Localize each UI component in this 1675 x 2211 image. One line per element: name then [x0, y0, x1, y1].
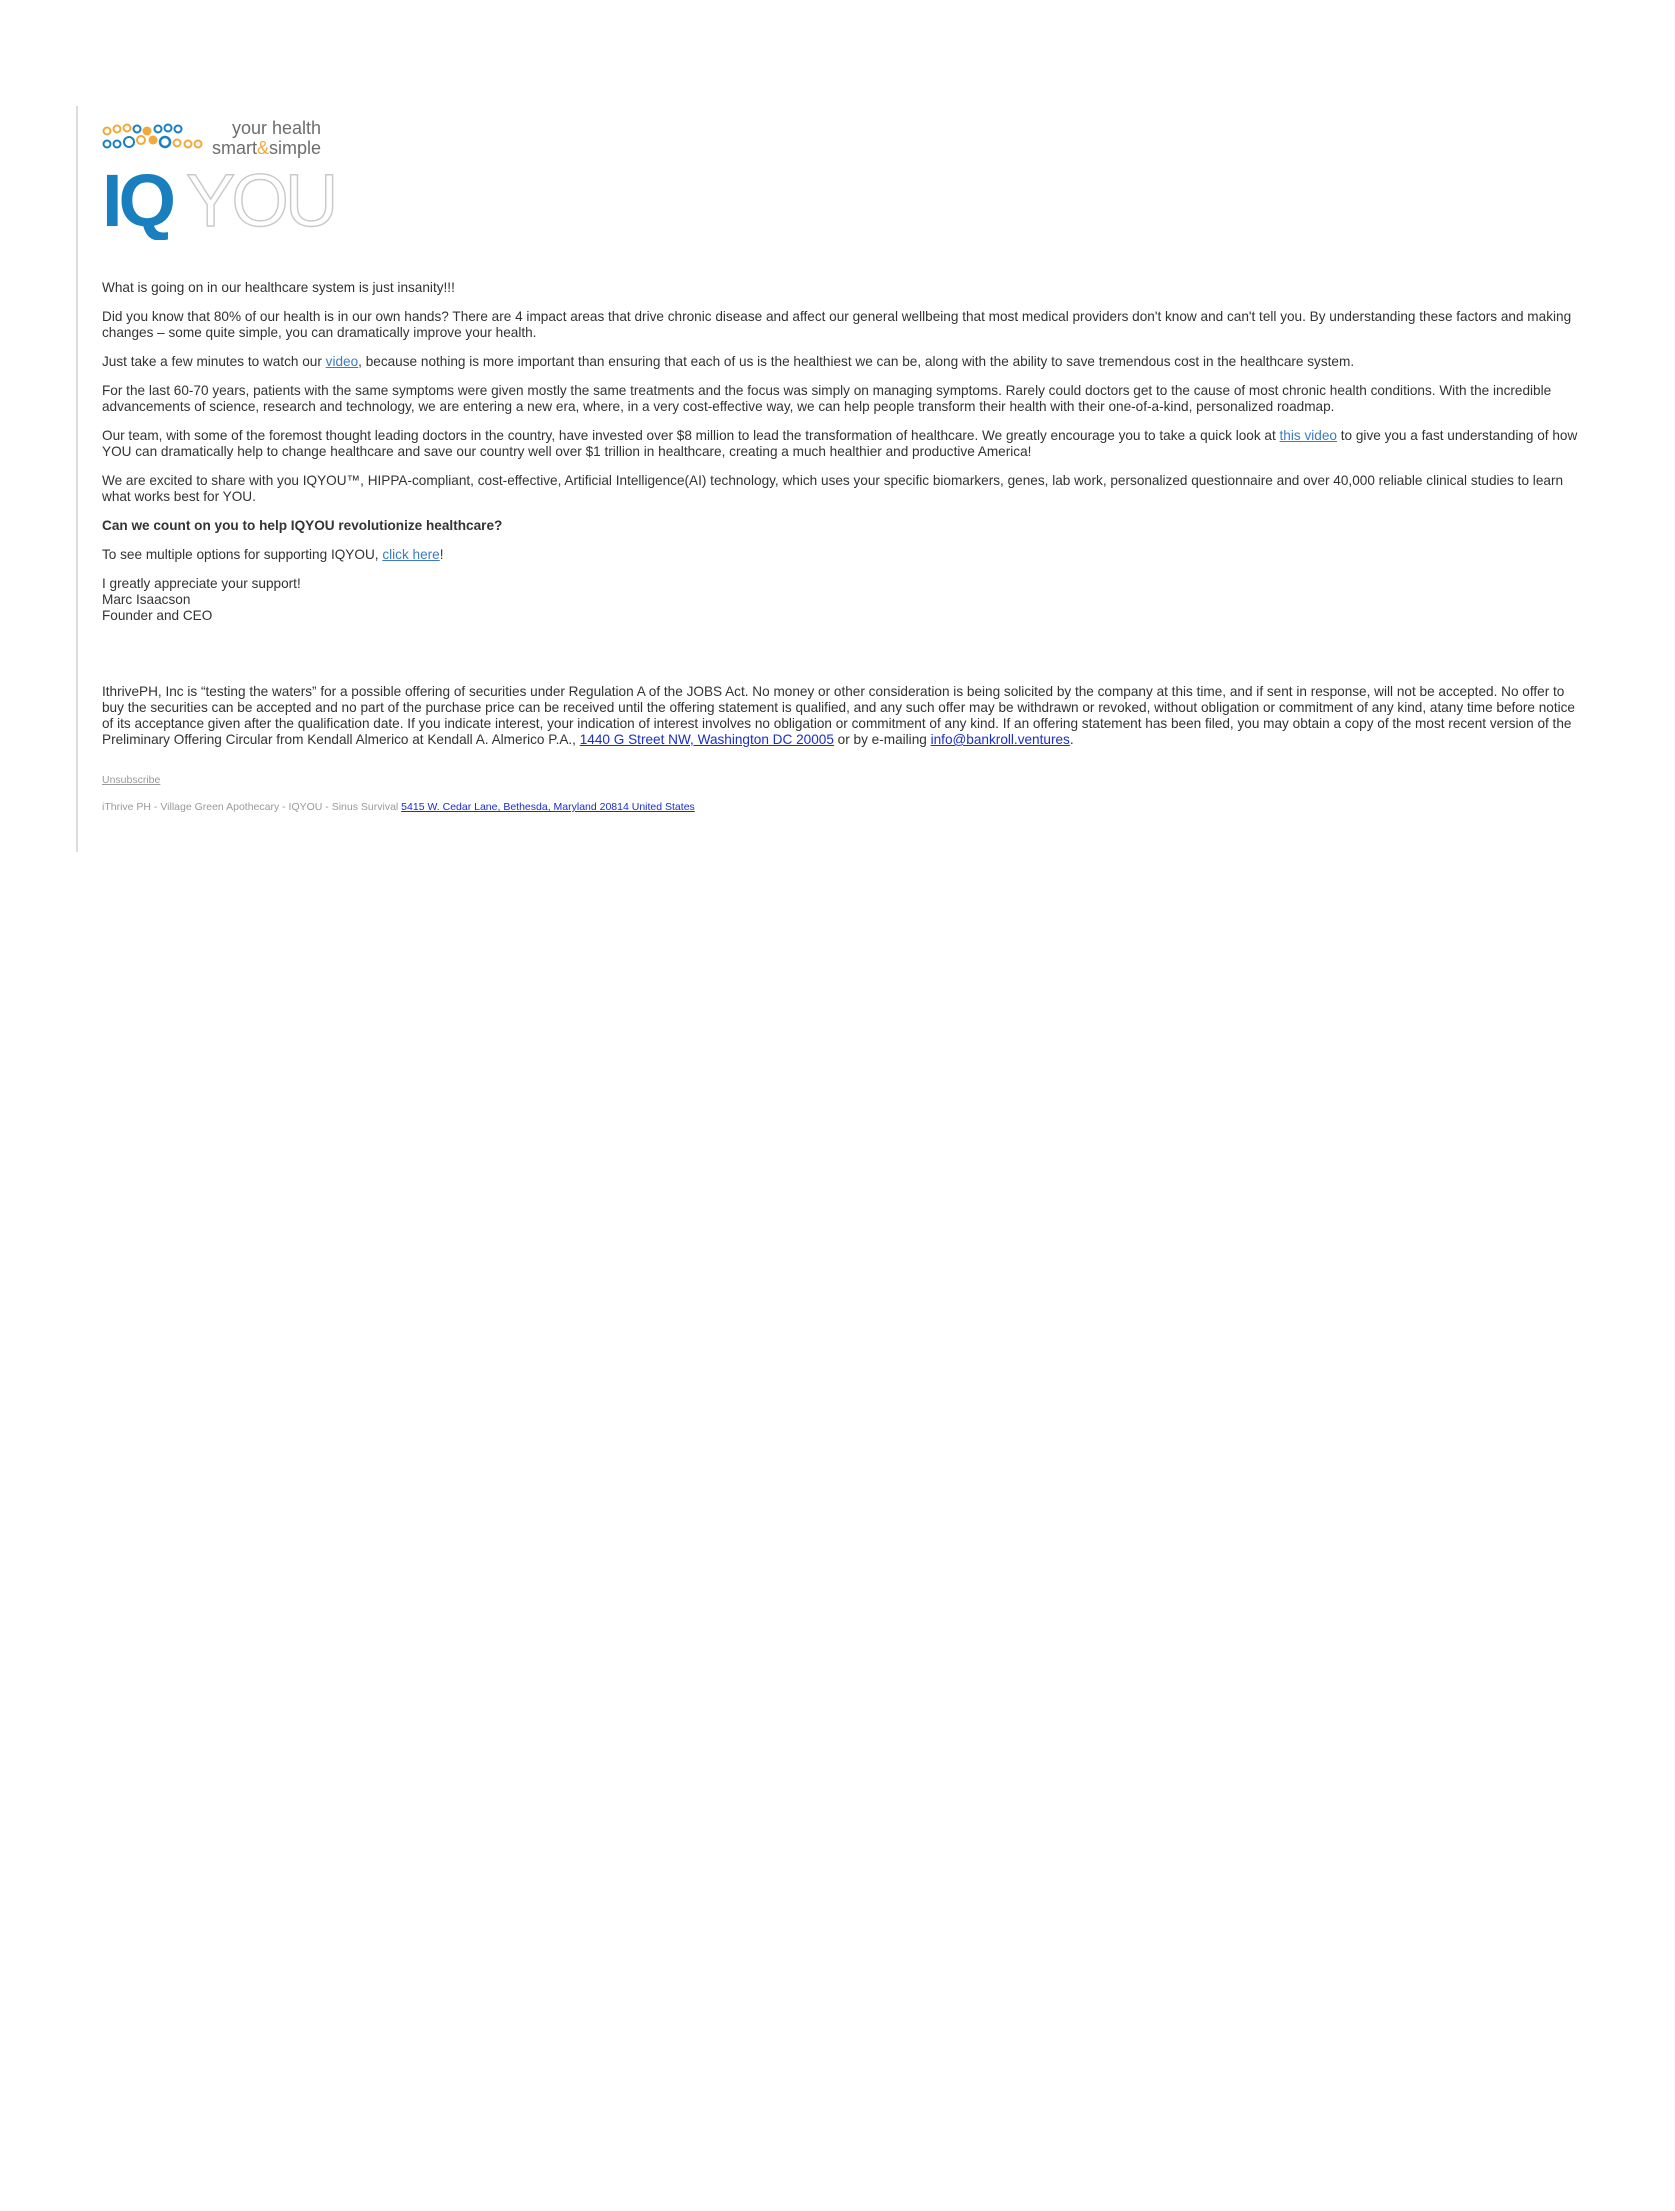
this-video-link[interactable]: this video: [1279, 428, 1337, 443]
paragraph-technology: We are excited to share with you IQYOU™, HIPPA-compliant, cost-effective, Artificial Intelligence(AI) technology, which uses your specific biomarkers, genes, lab work, personalized questionnaire and over 40,000 reliable clinical studies to learn what works best for YOU.: [102, 473, 1564, 504]
iqyou-logo-graphic: [102, 116, 338, 240]
email-link[interactable]: info@bankroll.ventures: [930, 732, 1070, 747]
video-link[interactable]: video: [325, 354, 359, 369]
unsubscribe-link[interactable]: Unsubscribe: [102, 774, 161, 786]
message-body: [102, 280, 1582, 624]
sender-line: [102, 801, 1582, 814]
signature-thanks: I greatly appreciate your support!: [102, 576, 301, 591]
paragraph-health: Did you know that 80% of our health is in our own hands? There are 4 impact areas that drive chronic disease and affect our general wellbeing that most medical providers don't know and can't tell you. By understanding these factors and making changes – some quite simple, you can dramatically improve your health.: [102, 309, 1572, 340]
dots-icon: [104, 125, 202, 148]
signature-name: Marc Isaacson: [102, 592, 191, 607]
logo-tagline-line2: smart&simple: [212, 138, 322, 158]
paragraph-intro: What is going on in our healthcare system is just insanity!!!: [102, 280, 455, 295]
email-content: [102, 116, 1582, 814]
legal-disclaimer: IthrivePH, Inc is “testing the waters” for a possible offering of securities under Regulation A of the JOBS Act. No money or other consideration is being solicited by the company at this time, and if sent in response, will not be accepted. No offer to buy the securities can be accepted and no part of the purchase price can be received until the offering statement is qualified, and any such offer may be withdrawn or revoked, without obligation or commitment of any kind, atany time before notice of its acceptance given after the qualification date. If you indicate interest, your indication of interest involves no obligation or commitment of any kind. If an offering statement has been filed, you may obtain a copy of the most recent version of the Preliminary Offering Circular from Kendall Almerico at Kendall A. Almerico P.A., 1440 G Street NW, Washington DC 20005 or by e-mailing info@bankroll.ventures.: [102, 684, 1575, 747]
address-link[interactable]: 1440 G Street NW, Washington DC 20005: [579, 732, 834, 747]
paragraph-video: Just take a few minutes to watch our video, because nothing is more important than ensuring that each of us is the healthiest we can be, along with the ability to save tremendous cost in the healthcare system.: [102, 354, 1355, 369]
email-footer: [102, 774, 1582, 814]
paragraph-support: To see multiple options for supporting IQYOU, click here!: [102, 547, 444, 562]
email-frame: [76, 106, 1598, 852]
logo-wordmark-you: YOU: [186, 159, 335, 240]
sender-name: iThrive PH - Village Green Apothecary - IQYOU - Sinus Survival: [102, 801, 402, 813]
signature-title: Founder and CEO: [102, 608, 213, 623]
iqyou-logo: [102, 116, 338, 240]
paragraph-call-to-action: Can we count on you to help IQYOU revolutionize healthcare?: [102, 518, 503, 533]
sender-address-link[interactable]: 5415 W. Cedar Lane, Bethesda, Maryland 20814 United States: [401, 801, 695, 813]
paragraph-history: For the last 60-70 years, patients with the same symptoms were given mostly the same treatments and the focus was simply on managing symptoms. Rarely could doctors get to the cause of most chronic health conditions. With the incredible advancements of science, research and technology, we are entering a new era, where, in a very cost-effective way, we can help people transform their health with their one-of-a-kind, personalized roadmap.: [102, 383, 1552, 414]
paragraph-team: Our team, with some of the foremost thought leading doctors in the country, have invested over $8 million to lead the transformation of healthcare. We greatly encourage you to take a quick look at this video to give you a fast understanding of how YOU can dramatically help to change healthcare and save our country well over $1 trillion in healthcare, creating a much healthier and productive America!: [102, 428, 1578, 459]
logo-wordmark-iq: IQ: [102, 159, 173, 240]
click-here-link[interactable]: click here: [382, 547, 440, 562]
logo-tagline-line1: your health: [232, 118, 322, 138]
signature: [102, 576, 1582, 624]
